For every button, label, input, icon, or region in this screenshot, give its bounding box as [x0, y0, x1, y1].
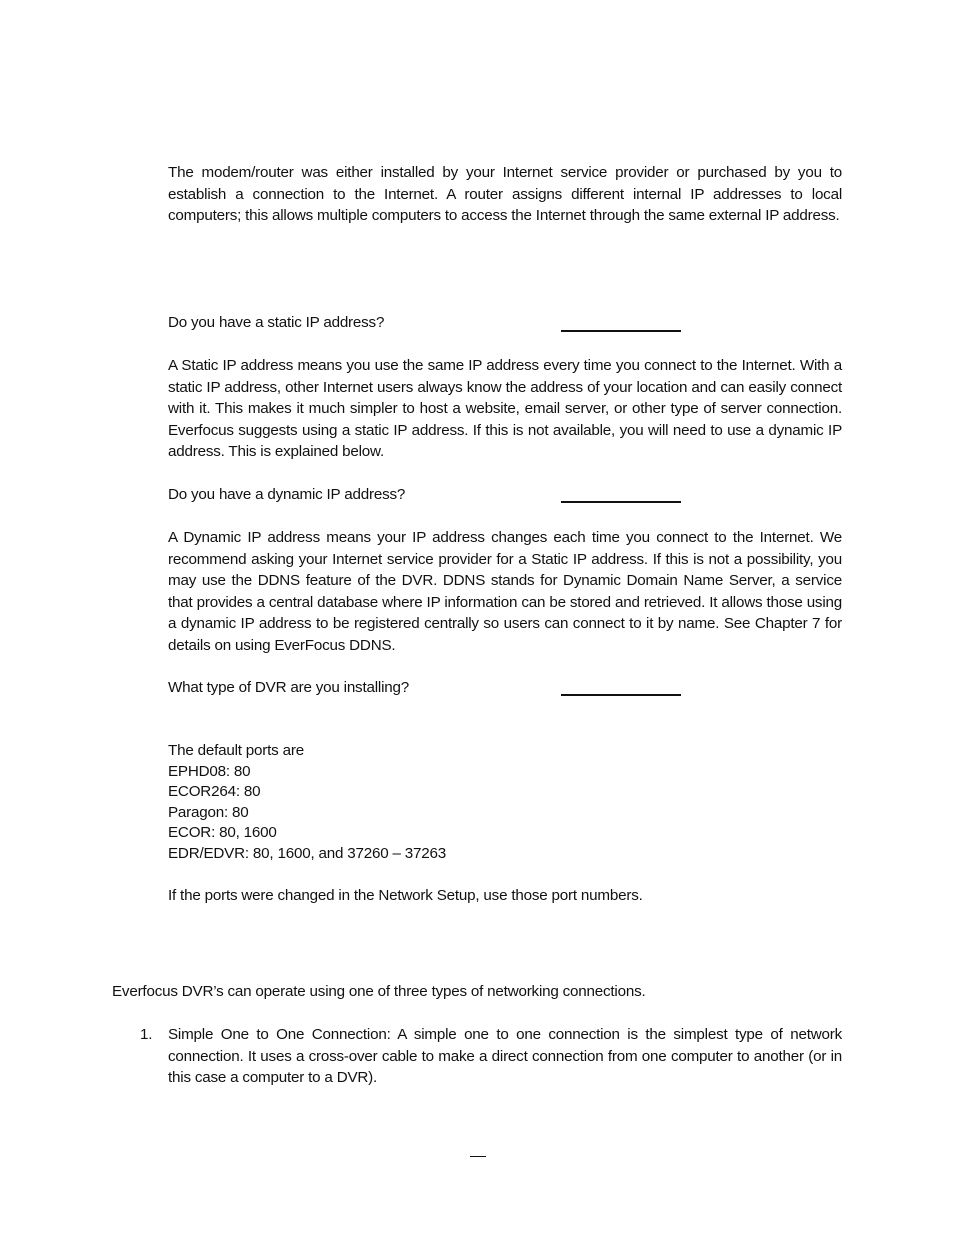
ports-changed-note: If the ports were changed in the Network Setup, use those port numbers.	[168, 887, 643, 904]
list-item	[140, 1024, 842, 1089]
list-item-text: Simple One to One Connection: A simple one to one connection is the simplest type of network connection. It uses a cross-over cable to make a direct connection from one computer to another (or in this case a computer to a DVR).	[168, 1026, 842, 1086]
port-item-edr-edvr: EDR/EDVR: 80, 1600, and 37260 – 37263	[168, 844, 446, 862]
dynamic-ip-question: Do you have a dynamic IP address?	[168, 486, 406, 503]
static-ip-paragraph: A Static IP address means you use the same IP address every time you connect to the Internet. With a static IP address, other Internet users always know the address of your location and can easily connect with it. This makes it much simpler to host a website, email server, or other type of server connection. Everfocus suggests using a static IP address. If this is not available, you will need to use a dynamic IP address. This is explained below.	[168, 357, 842, 460]
port-item-ecor: ECOR: 80, 1600	[168, 824, 277, 842]
page-number-underline	[470, 1156, 486, 1157]
connection-types-intro: Everfocus DVR’s can operate using one of three types of networking connections.	[112, 983, 646, 1000]
port-item-paragon: Paragon: 80	[168, 803, 249, 821]
default-ports-list	[168, 741, 446, 865]
port-item-ecor264: ECOR264: 80	[168, 783, 261, 801]
default-ports-heading: The default ports are	[168, 742, 304, 759]
dynamic-ip-paragraph: A Dynamic IP address means your IP address changes each time you connect to the Internet. We recommend asking your Internet service provider for a Static IP address. If this is not a possibility, you may use the DDNS feature of the DVR. DDNS stands for Dynamic Domain Name Server, a service that provides a central database where IP information can be stored and retrieved. It allows those using a dynamic IP address to be registered centrally so users can connect to it by name. See Chapter 7 for details on using EverFocus DDNS.	[168, 529, 842, 654]
port-item-ephd08: EPHD08: 80	[168, 762, 251, 780]
list-item-number: 1.	[140, 1026, 153, 1043]
dvr-type-question: What type of DVR are you installing?	[168, 679, 409, 696]
static-ip-answer-blank[interactable]	[561, 330, 681, 332]
static-ip-question: Do you have a static IP address?	[168, 314, 385, 331]
dvr-type-answer-blank[interactable]	[561, 694, 681, 696]
modem-router-paragraph: The modem/router was either installed by your Internet service provider or purchased by you to establish a connection to the Internet. A router assigns different internal IP addresses to local computers; this allows multiple computers to access the Internet through the same external IP address.	[168, 164, 842, 224]
dynamic-ip-answer-blank[interactable]	[561, 501, 681, 503]
